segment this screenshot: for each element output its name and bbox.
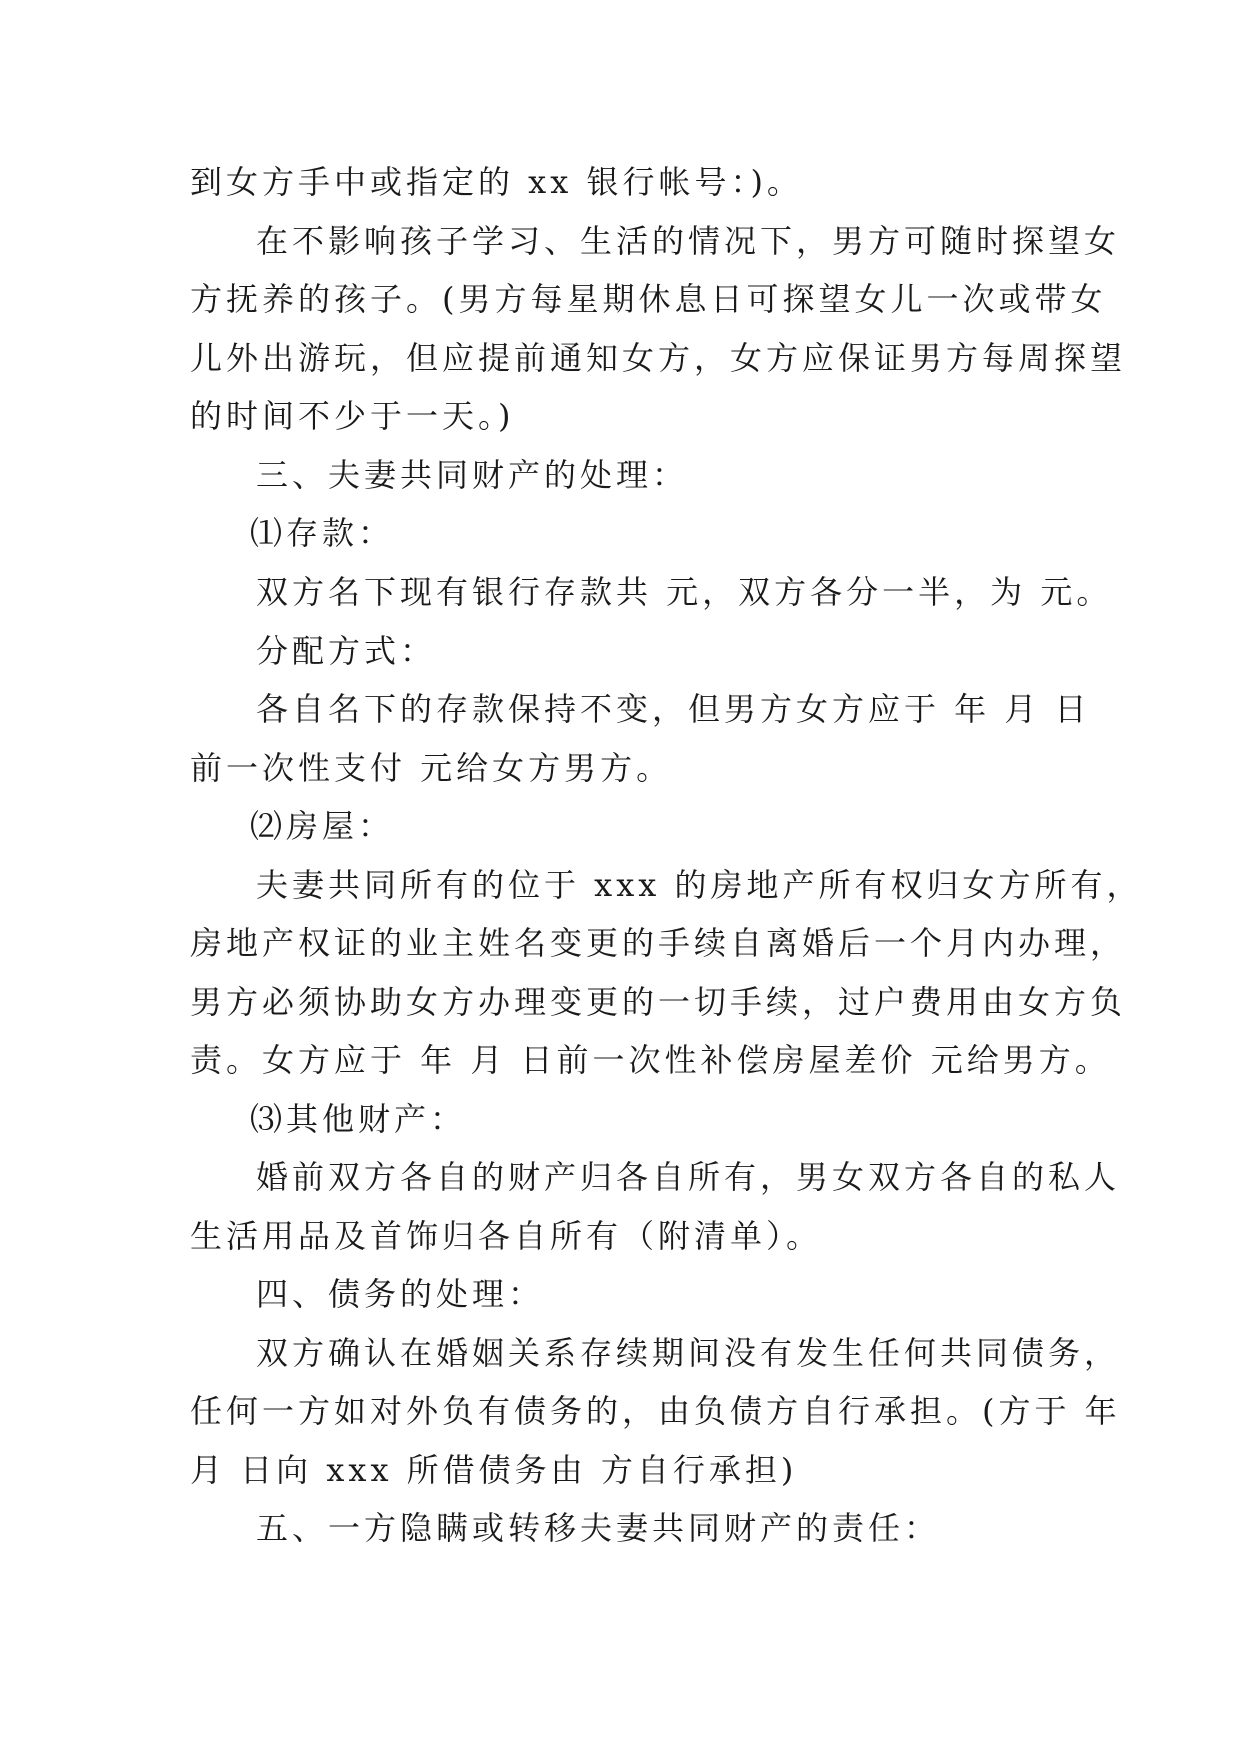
paragraph-line: 双方确认在婚姻关系存续期间没有发生任何共同债务， bbox=[256, 1334, 1121, 1372]
paragraph-line: 儿外出游玩，但应提前通知女方，女方应保证男方每周探望 bbox=[190, 339, 1127, 377]
section-heading: 五、一方隐瞒或转移夫妻共同财产的责任： bbox=[256, 1509, 941, 1547]
paragraph-line: 男方必须协助女方办理变更的一切手续，过户费用由女方负 bbox=[190, 983, 1127, 1021]
section-heading: 四、债务的处理： bbox=[256, 1275, 545, 1313]
section-heading: 三、夫妻共同财产的处理： bbox=[256, 456, 689, 494]
paragraph-line: 双方名下现有银行存款共 元，双方各分一半，为 元。 bbox=[256, 573, 1113, 611]
paragraph-line: 责。女方应于 年 月 日前一次性补偿房屋差价 元给男方。 bbox=[190, 1041, 1111, 1079]
paragraph-line: 在不影响孩子学习、生活的情况下，男方可随时探望女 bbox=[256, 222, 1121, 260]
subsection-heading: ⑶其他财产： bbox=[250, 1100, 467, 1138]
paragraph-line: 前一次性支付 元给女方男方。 bbox=[190, 749, 673, 787]
subsection-heading: ⑵房屋： bbox=[250, 807, 395, 845]
paragraph-line: 任何一方如对外负有债务的，由负债方自行承担。(方于 年 bbox=[190, 1392, 1121, 1430]
paragraph-line: 月 日向 xxx 所借债务由 方自行承担) bbox=[190, 1451, 798, 1489]
paragraph-line: 房地产权证的业主姓名变更的手续自离婚后一个月内办理， bbox=[190, 924, 1127, 962]
paragraph-line: 生活用品及首饰归各自所有（附清单）。 bbox=[190, 1217, 823, 1255]
subsection-heading: ⑴存款： bbox=[250, 514, 395, 552]
paragraph-line: 分配方式： bbox=[256, 632, 437, 670]
paragraph-line: 的时间不少于一天。) bbox=[190, 397, 515, 435]
paragraph-line: 到女方手中或指定的 xx 银行帐号：)。 bbox=[190, 163, 803, 201]
paragraph-line: 婚前双方各自的财产归各自所有，男女双方各自的私人 bbox=[256, 1158, 1121, 1196]
paragraph-line: 各自名下的存款保持不变，但男方女方应于 年 月 日 bbox=[256, 690, 1091, 728]
paragraph-line: 方抚养的孩子。(男方每星期休息日可探望女儿一次或带女 bbox=[190, 280, 1107, 318]
paragraph-line: 夫妻共同所有的位于 xxx 的房地产所有权归女方所有， bbox=[256, 866, 1143, 904]
